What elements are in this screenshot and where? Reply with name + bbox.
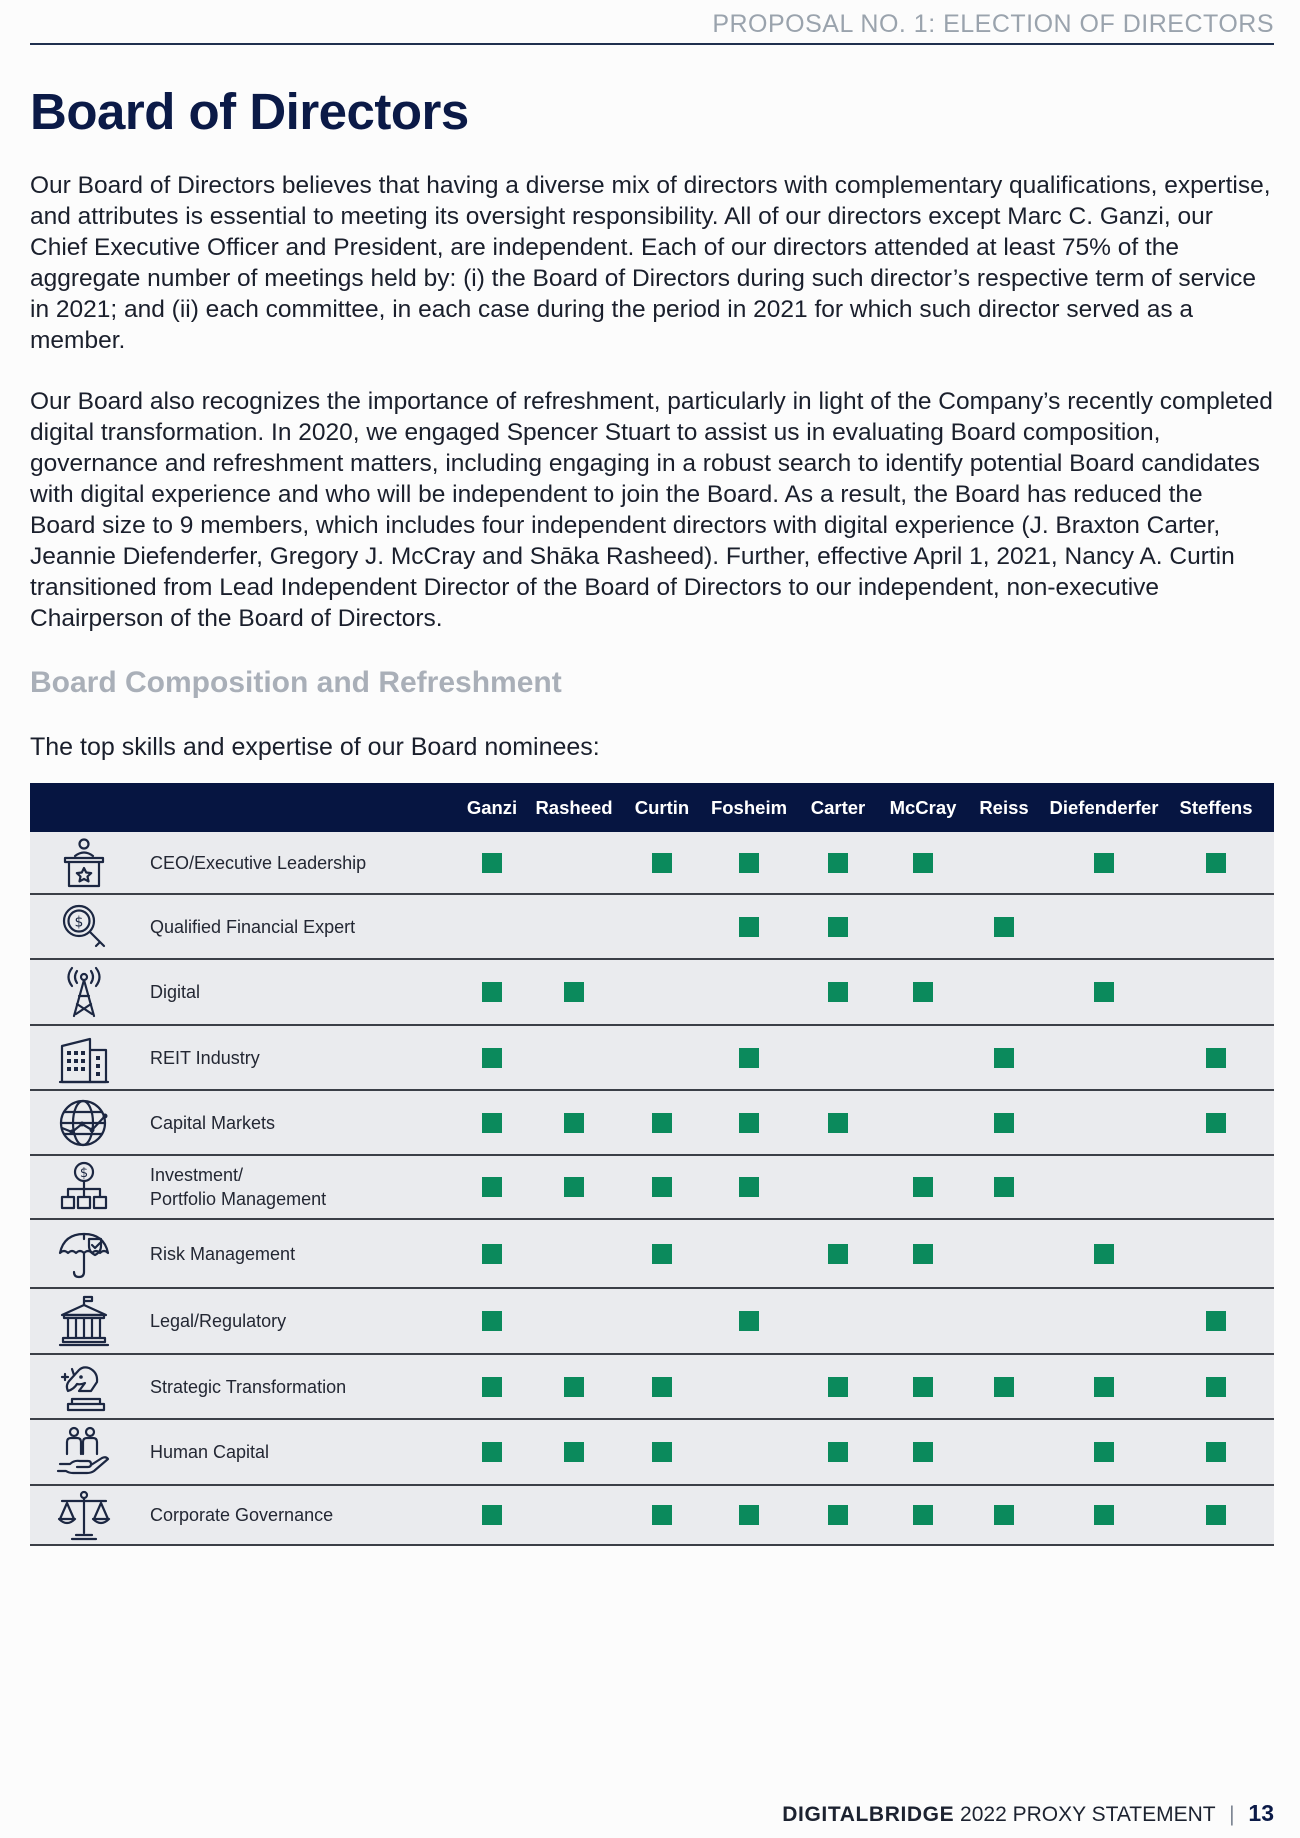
skill-mark-reiss	[994, 1177, 1014, 1197]
section-label: PROPOSAL NO. 1: ELECTION OF DIRECTORS	[712, 10, 1274, 38]
skill-mark-carter	[828, 1442, 848, 1462]
skill-row	[30, 1420, 1274, 1486]
skill-mark-steffens	[1206, 1311, 1226, 1331]
matrix-intro: The top skills and expertise of our Board nominees:	[30, 733, 600, 761]
skill-label: Strategic Transformation	[150, 1376, 347, 1397]
skill-mark-ganzi	[482, 1177, 502, 1197]
skill-mark-carter	[828, 853, 848, 873]
skill-mark-steffens	[1206, 1113, 1226, 1133]
skill-mark-steffens	[1206, 853, 1226, 873]
skill-mark-curtin	[652, 1244, 672, 1264]
skill-mark-mccray	[913, 982, 933, 1002]
skill-mark-curtin	[652, 1377, 672, 1397]
page-title: Board of Directors	[30, 83, 469, 140]
office-building-icon	[56, 1030, 112, 1086]
column-header-mccray: McCray	[889, 797, 957, 818]
skill-mark-ganzi	[482, 1048, 502, 1068]
skill-mark-fosheim	[739, 1113, 759, 1133]
skill-mark-ganzi	[482, 1244, 502, 1264]
skill-mark-curtin	[652, 853, 672, 873]
skill-mark-mccray	[913, 853, 933, 873]
skill-mark-steffens	[1206, 1442, 1226, 1462]
skill-row	[30, 1486, 1274, 1546]
skill-mark-fosheim	[739, 1505, 759, 1525]
skill-label: Risk Management	[150, 1243, 296, 1264]
skill-row	[30, 960, 1274, 1026]
skill-mark-fosheim	[739, 917, 759, 937]
matrix-header	[30, 783, 1274, 832]
skill-label: Investment/ Portfolio Management	[150, 1165, 327, 1209]
skill-mark-ganzi	[482, 1311, 502, 1331]
skill-label: Corporate Governance	[150, 1505, 334, 1525]
svg-text:$: $	[79, 1166, 89, 1181]
skill-mark-rasheed	[564, 1377, 584, 1397]
skills-matrix	[30, 783, 1274, 1546]
skill-row	[30, 832, 1274, 895]
skill-mark-ganzi	[482, 982, 502, 1002]
skill-mark-curtin	[652, 1113, 672, 1133]
skill-mark-diefenderfer	[1094, 1244, 1114, 1264]
dollar-org-chart-icon	[56, 1159, 112, 1215]
skill-mark-diefenderfer	[1094, 1505, 1114, 1525]
skill-mark-fosheim	[739, 1048, 759, 1068]
skill-mark-carter	[828, 982, 848, 1002]
skill-row	[30, 895, 1274, 960]
svg-text:$: $	[74, 914, 84, 930]
balance-scale-icon	[56, 1487, 112, 1543]
courthouse-icon	[56, 1293, 112, 1349]
skill-row	[30, 1026, 1274, 1091]
skill-mark-rasheed	[564, 982, 584, 1002]
people-hand-icon	[56, 1424, 112, 1480]
skill-mark-ganzi	[482, 1113, 502, 1133]
skill-mark-ganzi	[482, 1377, 502, 1397]
column-header-steffens: Steffens	[1179, 797, 1253, 818]
skill-mark-ganzi	[482, 853, 502, 873]
skill-mark-mccray	[913, 1377, 933, 1397]
matrix-body	[30, 832, 1274, 1546]
column-header-curtin: Curtin	[634, 797, 690, 818]
skill-label: Human Capital	[150, 1442, 270, 1462]
skill-mark-carter	[828, 1377, 848, 1397]
skill-mark-diefenderfer	[1094, 853, 1114, 873]
umbrella-icon	[56, 1226, 112, 1282]
column-header-carter: Carter	[810, 797, 866, 818]
skill-mark-curtin	[652, 1505, 672, 1525]
skill-label: Capital Markets	[150, 1112, 276, 1133]
footer-doc: 2022 PROXY STATEMENT	[960, 1803, 1216, 1826]
skill-mark-reiss	[994, 917, 1014, 937]
skill-label: Digital	[150, 982, 201, 1002]
magnifier-dollar-icon	[56, 899, 112, 955]
skill-mark-carter	[828, 1505, 848, 1525]
footer-brand: DIGITALBRIDGE	[782, 1803, 955, 1826]
skill-mark-ganzi	[482, 1442, 502, 1462]
skill-mark-reiss	[994, 1505, 1014, 1525]
skill-mark-diefenderfer	[1094, 1377, 1114, 1397]
intro-paragraph-2: Our Board also recognizes the importance of refreshment, particularly in light of the Company’s recently completed digital transformation. In 2020, we engaged Spencer Stuart to assist us in evaluating Board composition, governance and refreshment matters, including engaging in a robust search to identify potential Board candidates with digital experience and who will be independent to join the Board. As a result, the Board has reduced the Board size to 9 members, which includes four independent directors with digital experience (J. Braxton Carter, Jeannie Diefenderfer, Gregory J. McCray and Shāka Rasheed). Further, effective April 1, 2021, Nancy A. Curtin transitioned from Lead Independent Director of the Board of Directors to our independent, non-executive Chairperson of the Board of Directors.	[30, 388, 1273, 632]
skill-mark-diefenderfer	[1094, 1442, 1114, 1462]
page-number: 13	[1248, 1800, 1274, 1826]
skill-mark-rasheed	[564, 1177, 584, 1197]
footer-separator: |	[1229, 1803, 1235, 1826]
skill-label: Legal/Regulatory	[150, 1311, 287, 1331]
skill-mark-steffens	[1206, 1048, 1226, 1068]
skill-mark-steffens	[1206, 1505, 1226, 1525]
skill-label: CEO/Executive Leadership	[150, 852, 367, 873]
skill-mark-ganzi	[482, 1505, 502, 1525]
intro-paragraph-1: Our Board of Directors believes that having a diverse mix of directors with complementary qualifications, expertise, and attributes is essential to meeting its oversight responsibility. All of our directors except Marc C. Ganzi, our Chief Executive Officer and President, are independent. Each of our directors attended at least 75% of the aggregate number of meetings held by: (i) the Board of Directors during such director’s respective term of service in 2021; and (ii) each committee, in each case during the period in 2021 for which such director served as a member.	[30, 172, 1271, 354]
section-title: Board Composition and Refreshment	[30, 666, 562, 699]
skill-mark-mccray	[913, 1244, 933, 1264]
skill-mark-curtin	[652, 1442, 672, 1462]
column-header-fosheim: Fosheim	[710, 797, 788, 818]
skill-mark-mccray	[913, 1177, 933, 1197]
column-header-reiss: Reiss	[979, 797, 1029, 818]
skill-mark-fosheim	[739, 853, 759, 873]
skill-label: Qualified Financial Expert	[150, 916, 356, 937]
skill-mark-carter	[828, 917, 848, 937]
header-rule	[30, 43, 1274, 45]
podium-icon	[56, 835, 112, 891]
skill-row	[30, 1156, 1274, 1220]
antenna-tower-icon	[56, 964, 112, 1020]
skill-row	[30, 1220, 1274, 1289]
skill-row	[30, 1289, 1274, 1355]
skill-row	[30, 1091, 1274, 1156]
skill-mark-mccray	[913, 1505, 933, 1525]
column-header-ganzi: Ganzi	[466, 797, 518, 818]
skill-mark-reiss	[994, 1113, 1014, 1133]
skill-mark-curtin	[652, 1177, 672, 1197]
skill-mark-fosheim	[739, 1177, 759, 1197]
page	[30, 0, 1274, 1838]
column-header-rasheed: Rasheed	[535, 797, 613, 818]
skill-mark-mccray	[913, 1442, 933, 1462]
footer	[782, 1800, 1274, 1827]
skill-mark-carter	[828, 1244, 848, 1264]
skill-mark-diefenderfer	[1094, 982, 1114, 1002]
skill-mark-reiss	[994, 1048, 1014, 1068]
skill-row	[30, 1355, 1274, 1420]
skill-mark-rasheed	[564, 1113, 584, 1133]
skill-label: REIT Industry	[150, 1047, 260, 1068]
skill-mark-fosheim	[739, 1311, 759, 1331]
chess-knight-icon	[56, 1359, 112, 1415]
column-header-diefenderfer: Diefenderfer	[1049, 797, 1159, 818]
globe-network-icon	[56, 1095, 112, 1151]
skill-mark-carter	[828, 1113, 848, 1133]
skill-mark-rasheed	[564, 1442, 584, 1462]
skill-mark-steffens	[1206, 1377, 1226, 1397]
skill-mark-reiss	[994, 1377, 1014, 1397]
